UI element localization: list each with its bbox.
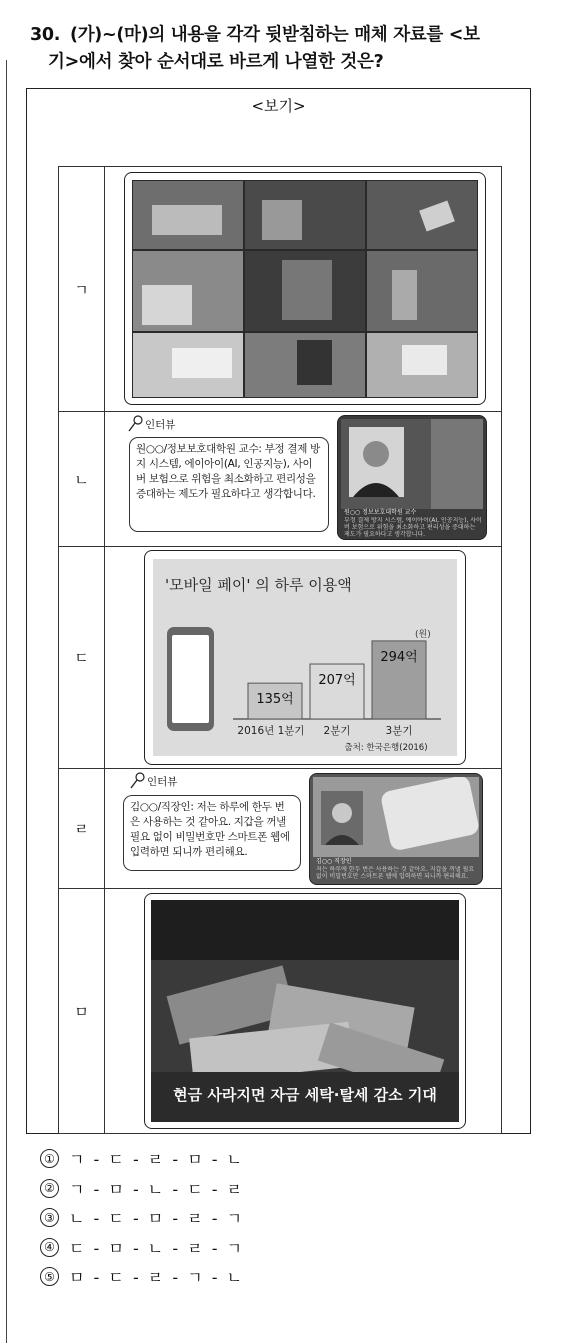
payment-photo-collage — [132, 180, 478, 398]
news-headline: 현금 사라지면 자금 세탁·탈세 감소 기대 — [173, 1086, 437, 1104]
microphone-icon — [129, 772, 145, 790]
bogi-title: <보기> — [251, 97, 306, 115]
choice-sequence: ㄷ - ㅁ - ㄴ - ㄹ - ㄱ — [69, 1238, 245, 1258]
interview-tag: 인터뷰 — [145, 419, 176, 431]
media-row-4 — [59, 769, 501, 889]
media-row-3 — [59, 547, 501, 769]
payment-photo-frame — [124, 172, 486, 405]
choice-mark: ③ — [40, 1208, 59, 1227]
video-caption-name: 김○○ 직장인 — [316, 858, 352, 865]
media-row-5 — [59, 889, 501, 1133]
choice-mark: ⑤ — [40, 1267, 59, 1286]
category-label-3: 3분기 — [385, 725, 413, 737]
video-caption-text: 저는 하루에 한두 번은 사용하는 것 같아요. 지갑을 꺼낼 필요 없이 비밀번호만 스마트폰 웹에 입력하면 되니까 편리해요. — [316, 866, 475, 880]
bogi-box — [26, 88, 531, 1134]
news-photo-frame — [144, 893, 466, 1129]
chart-source: 출처: 한국은행(2016) — [344, 743, 428, 753]
choice-1[interactable] — [40, 1144, 244, 1174]
row-label: ㅁ — [59, 889, 105, 1133]
row-label: ㄷ — [59, 547, 105, 768]
interviewee-photo — [313, 777, 479, 857]
choice-sequence: ㄱ - ㅁ - ㄴ - ㄷ - ㄹ — [69, 1179, 245, 1199]
interview-speech-bubble: 원○○/정보보호대학원 교수: 부정 결제 방지 시스템, 에이아이(AI, 인공지능), 사이버 보험으로 위험을 최소화하고 편리성을 증대하는 제도가 필요하다고 생각합니다. — [129, 437, 329, 532]
microphone-icon — [127, 415, 143, 433]
row-label: ㄴ — [59, 412, 105, 546]
money-pile-photo — [151, 900, 459, 1122]
question-number: 30. — [30, 25, 61, 45]
media-row-2 — [59, 412, 501, 547]
interview-tag: 인터뷰 — [147, 776, 178, 788]
column-rule — [6, 60, 7, 1343]
interview-speech-bubble: 김○○/직장인: 저는 하루에 한두 번은 사용하는 것 같아요. 지갑을 꺼낼 필요 없이 비밀번호만 스마트폰 웹에 입력하면 되니까 편리해요. — [123, 795, 301, 871]
video-caption-text: 부정 결제 방지 시스템, 에이아이(AI, 인공지능), 사이버 보험으로 위험을 최소화하고 편리성을 증대하는 제도가 필요하다고 생각합니다. — [344, 517, 482, 537]
row-label: ㄱ — [59, 167, 105, 411]
choice-mark: ④ — [40, 1238, 59, 1257]
row-label: ㄹ — [59, 769, 105, 888]
choice-3[interactable] — [40, 1203, 244, 1233]
category-label-1: 2016년 1분기 — [237, 725, 305, 737]
question-line-2: 기>에서 찾아 순서대로 바르게 나열한 것은? — [48, 52, 384, 72]
choice-sequence: ㄱ - ㄷ - ㄹ - ㅁ - ㄴ — [69, 1150, 245, 1170]
interviewee-photo — [341, 419, 483, 509]
choice-4[interactable] — [40, 1233, 244, 1263]
answer-choices — [40, 1144, 244, 1292]
video-caption-name: 원○○ 정보보호대학원 교수 — [344, 509, 417, 516]
chart-unit: (원) — [415, 630, 431, 640]
question-text — [30, 22, 545, 76]
choice-sequence: ㄴ - ㄷ - ㅁ - ㄹ - ㄱ — [69, 1209, 245, 1229]
choice-5[interactable] — [40, 1262, 244, 1292]
media-table — [58, 166, 502, 1134]
interview-video-frame — [309, 773, 483, 885]
choice-mark: ② — [40, 1179, 59, 1198]
bar-value-label-3: 294억 — [380, 649, 418, 665]
media-row-1 — [59, 167, 501, 412]
mobile-pay-chart — [153, 559, 457, 756]
question-line-1: (가)~(마)의 내용을 각각 뒷받침하는 매체 자료를 <보 — [70, 25, 480, 45]
bar-value-label-2: 207억 — [318, 673, 356, 689]
choice-sequence: ㅁ - ㄷ - ㄹ - ㄱ - ㄴ — [69, 1268, 245, 1288]
phone-screen — [172, 635, 209, 723]
category-label-2: 2분기 — [323, 725, 351, 737]
choice-mark: ① — [40, 1149, 59, 1168]
chart-title: '모바일 페이' 의 하루 이용액 — [165, 576, 352, 594]
choice-2[interactable] — [40, 1174, 244, 1204]
interview-video-frame — [337, 415, 487, 540]
chart-frame — [144, 550, 466, 765]
bar-value-label-1: 135억 — [256, 692, 294, 708]
